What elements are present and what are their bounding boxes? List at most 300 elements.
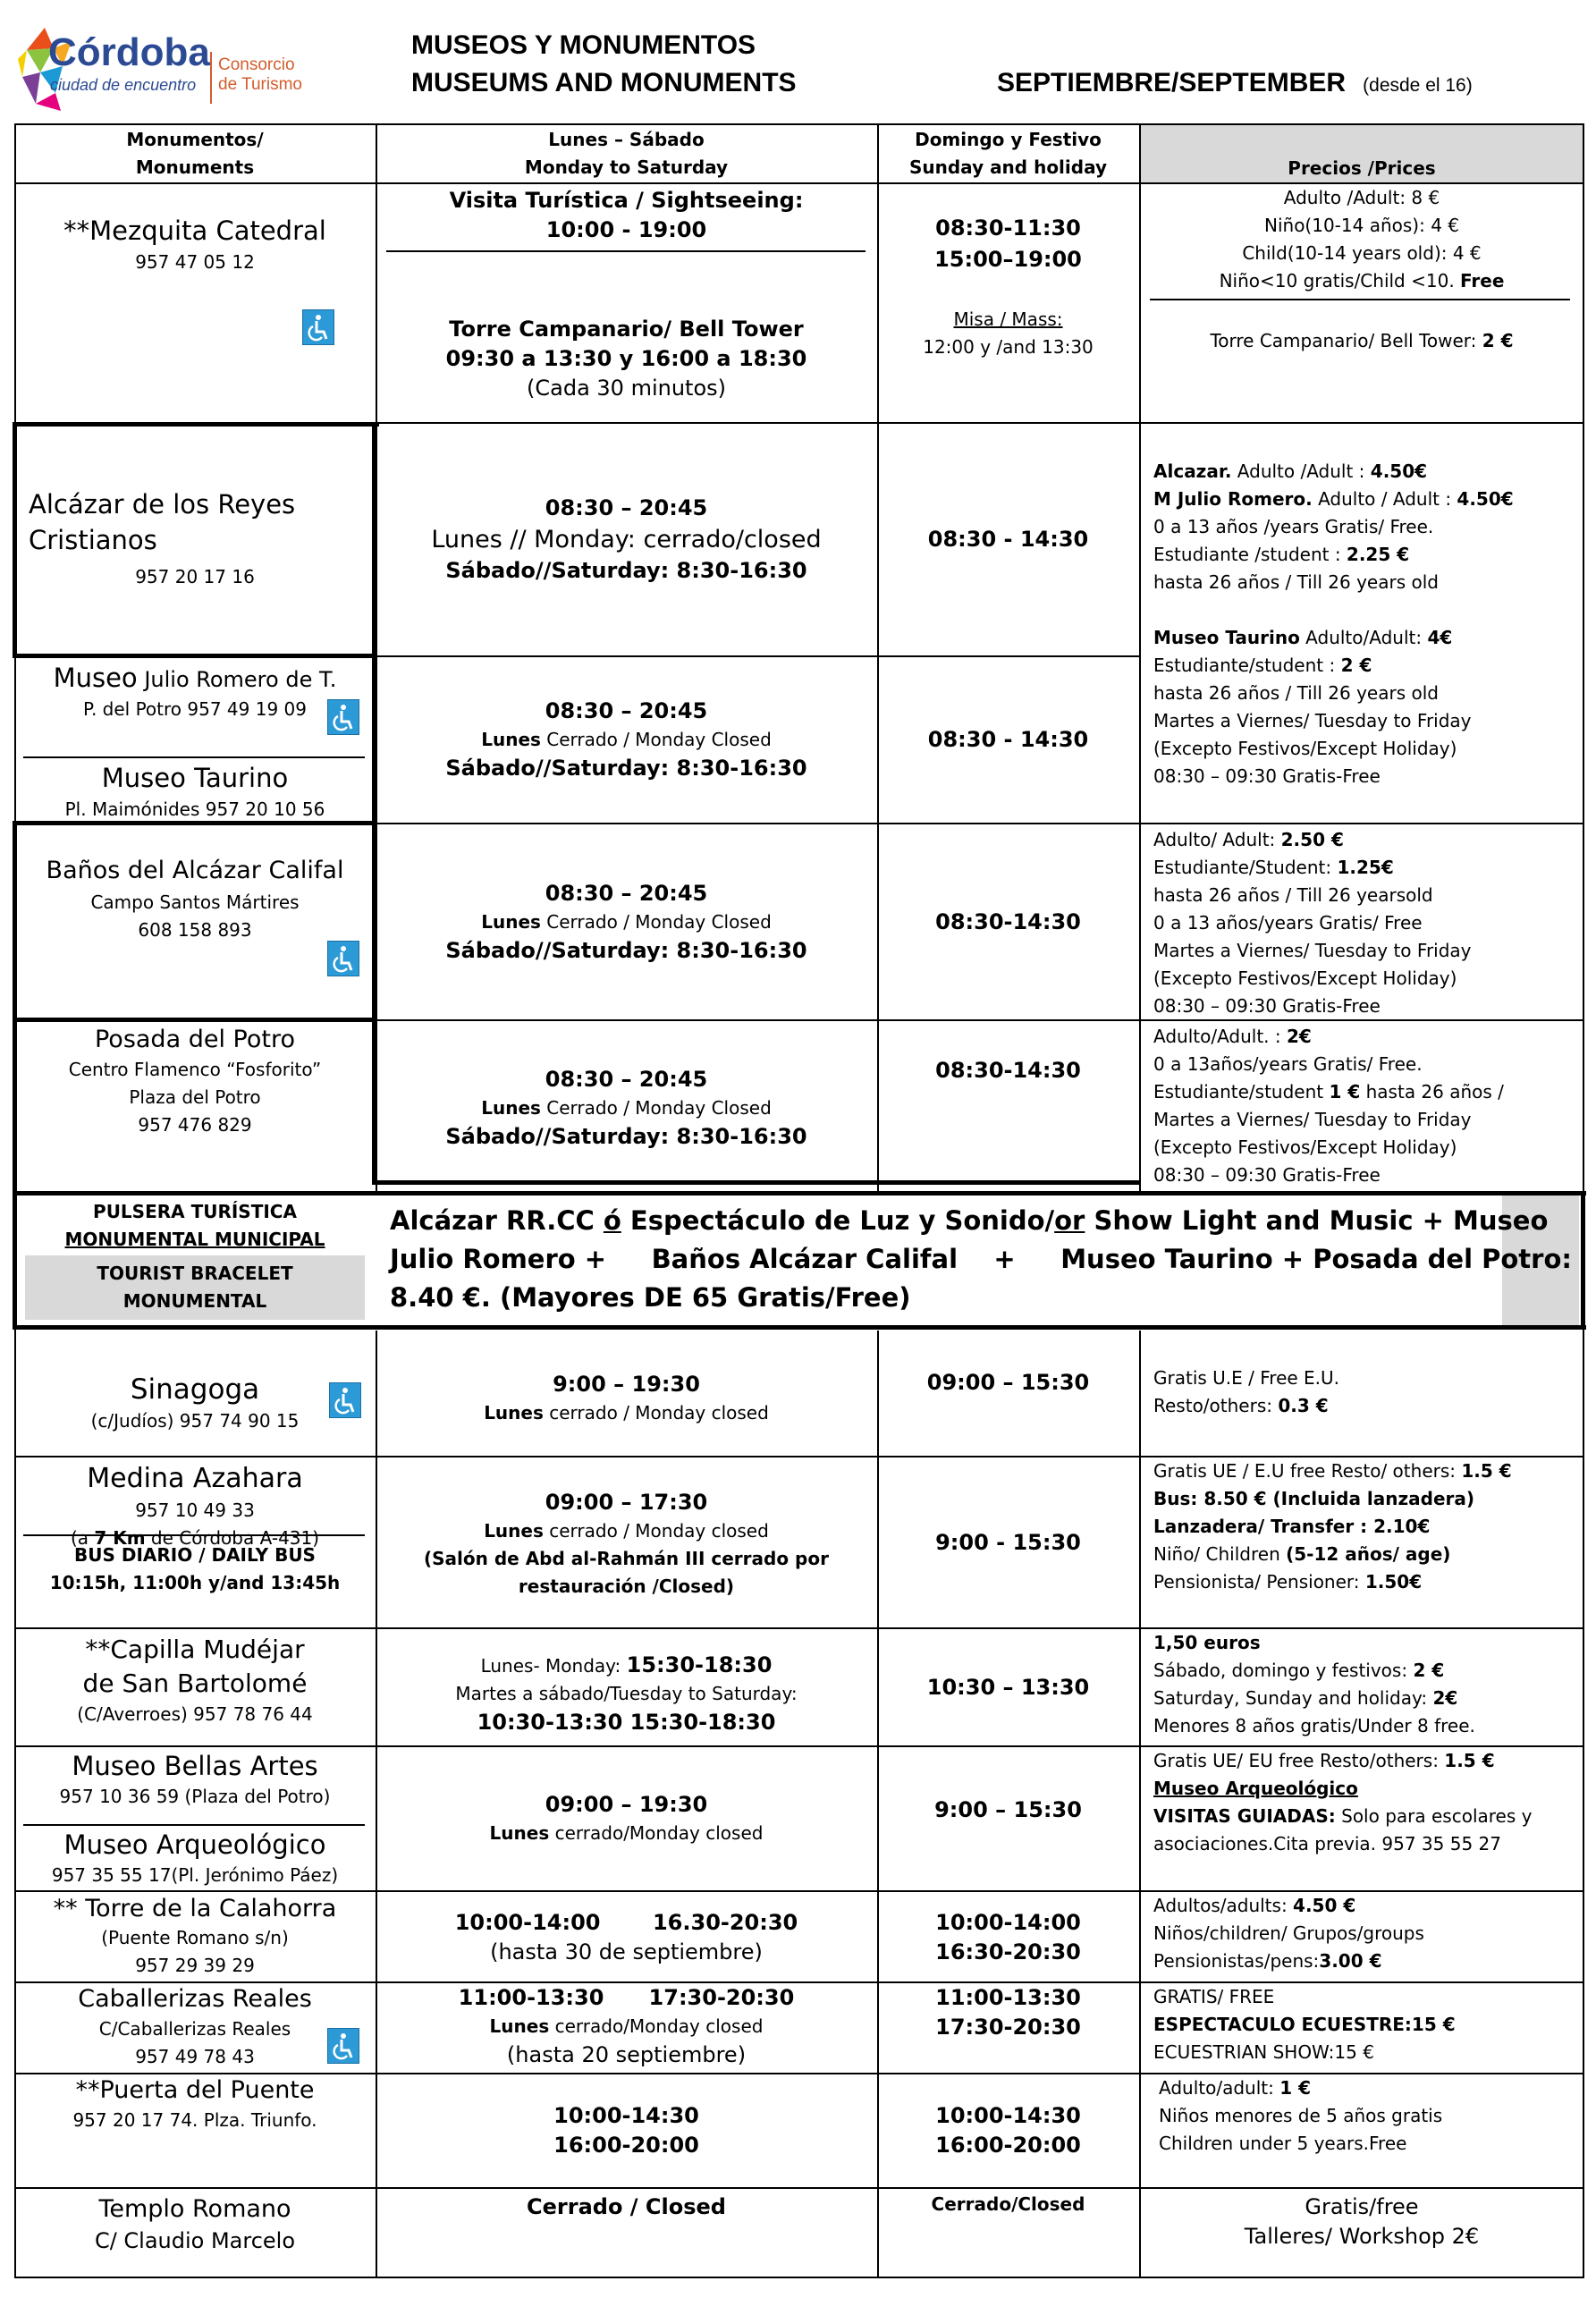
alcazar-price-6 <box>1153 624 1452 652</box>
julio-sun-text: 08:30 - 14:30 <box>927 727 1089 752</box>
sinagoga-price-2b: 0.3 € <box>1278 1395 1329 1416</box>
sinagoga-wk-1: 9:00 – 19:30 <box>553 1372 700 1397</box>
medina-weekdays <box>376 1488 877 1601</box>
banos-wk-1: 08:30 – 20:45 <box>545 880 708 906</box>
caballerizas-wk-2 <box>490 2013 764 2040</box>
bellas-price-1b: 1.5 € <box>1444 1750 1495 1771</box>
calahorra-cell <box>14 1894 376 1980</box>
alcazar-price-2a: M Julio Romero. <box>1153 488 1313 510</box>
bracelet-l3: TOURIST BRACELET <box>97 1263 293 1284</box>
mezquita-tower-note: (Cada 30 minutos) <box>527 376 726 401</box>
mezquita-tower-price-line <box>1210 327 1513 355</box>
wheelchair-accessible-icon <box>327 941 359 976</box>
col-weekdays-1: Lunes – Sábado <box>548 129 705 150</box>
caballerizas-price-2: ESPECTACULO ECUESTRE:15 € <box>1153 2014 1456 2035</box>
bellas-price-3b: Solo para escolares y <box>1335 1805 1533 1827</box>
puerta-cell <box>14 2074 376 2134</box>
posada-price-3b: 1 € <box>1329 1081 1361 1103</box>
banos-price-5: Martes a Viernes/ Tuesday to Friday <box>1153 940 1472 961</box>
sinagoga-cell <box>14 1372 376 1435</box>
sinagoga-price-2a: Resto/others: <box>1153 1395 1279 1416</box>
posada-price-4: Martes a Viernes/ Tuesday to Friday <box>1153 1109 1472 1130</box>
templo-price-2: Talleres/ Workshop 2€ <box>1244 2224 1480 2249</box>
medina-price-5a: Pensionista/ Pensioner: <box>1153 1571 1365 1593</box>
julio-name-a: Museo <box>53 663 138 693</box>
medina-price-5 <box>1153 1568 1422 1596</box>
posada-sun-text: 08:30-14:30 <box>935 1057 1081 1083</box>
bracelet-l2: MONUMENTAL MUNICIPAL <box>64 1229 325 1250</box>
puerta-sun <box>877 2074 1139 2187</box>
medina-addr-c: de Córdoba A-431) <box>145 1527 320 1549</box>
taurino-name: Museo Taurino <box>101 763 289 793</box>
capilla-wk-1 <box>481 1651 773 1680</box>
wheelchair-accessible-icon <box>327 2028 359 2064</box>
alcazar-price-4a: Estudiante /student : <box>1153 544 1347 565</box>
posada-wk-3: Sábado//Saturday: 8:30-16:30 <box>445 1123 807 1149</box>
bracelet-t1c: Espectáculo de Luz y Sonido/ <box>621 1205 1055 1236</box>
col-weekdays-2: Monday to Saturday <box>524 156 729 178</box>
col-monuments-2: Monuments <box>135 156 255 178</box>
caballerizas-phone: 957 49 78 43 <box>135 2046 255 2067</box>
calahorra-price-1a: Adultos/adults: <box>1153 1895 1294 1916</box>
mezquita-mass-label: Misa / Mass: <box>953 308 1063 330</box>
banos-sun-text: 08:30-14:30 <box>935 908 1081 934</box>
mezquita-visit <box>376 186 877 245</box>
capilla-weekdays <box>376 1642 877 1745</box>
calahorra-price-3b: 3.00 € <box>1319 1950 1382 1972</box>
mezquita-price-5b: 2 € <box>1482 330 1514 351</box>
bracelet-l4: MONUMENTAL <box>122 1290 267 1312</box>
posada-wk-2a: Lunes <box>481 1096 541 1119</box>
logo <box>18 20 313 118</box>
caballerizas-name: Caballerizas Reales <box>78 1985 312 2013</box>
col-sunday-1: Domingo y Festivo <box>915 129 1102 150</box>
bellas-price-2: Museo Arqueológico <box>1153 1778 1358 1799</box>
col-sunday-2: Sunday and holiday <box>908 156 1107 178</box>
puerta-sun-1: 10:00-14:30 <box>935 2103 1081 2128</box>
bellas-wk-2a: Lunes <box>489 1822 550 1844</box>
banos-cell <box>14 853 376 944</box>
capilla-wk-3: 10:30-13:30 15:30-18:30 <box>477 1709 776 1735</box>
banos-price-1a: Adulto/ Adult: <box>1153 829 1281 850</box>
alcazar-weekdays <box>376 424 877 655</box>
bracelet-t1b: ó <box>603 1205 621 1236</box>
bellas-sun <box>877 1747 1139 1872</box>
alcazar-cell <box>29 486 368 558</box>
bracelet-t3: 8.40 €. (Mayores DE 65 Gratis/Free) <box>390 1282 911 1313</box>
alcazar-price-7b: 2 € <box>1340 655 1372 676</box>
banos-price-2a: Estudiante/Student: <box>1153 857 1338 878</box>
capilla-name-1: **Capilla Mudéjar <box>85 1635 305 1664</box>
col-prices-label: Precios /Prices <box>1288 157 1436 179</box>
caballerizas-sun-1: 11:00-13:30 <box>935 1985 1081 2010</box>
bellas-price-3 <box>1153 1803 1532 1830</box>
logo-org-2: de Turismo <box>218 75 302 94</box>
puerta-wk-1: 10:00-14:30 <box>553 2103 699 2128</box>
banos-price-4: 0 a 13 años/years Gratis/ Free <box>1153 912 1423 934</box>
mezquita-sun-2: 15:00–19:00 <box>934 247 1082 272</box>
medina-wk-2a: Lunes <box>484 1520 544 1542</box>
sinagoga-price-1: Gratis U.E / Free E.U. <box>1153 1367 1340 1389</box>
capilla-sun-text: 10:30 – 13:30 <box>926 1674 1090 1700</box>
alcazar-wk-1: 08:30 – 20:45 <box>545 494 708 520</box>
logo-word: Córdoba <box>48 30 210 74</box>
posada-addr-1: Centro Flamenco “Fosforito” <box>68 1059 322 1080</box>
alcazar-price-11: 08:30 – 09:30 Gratis-Free <box>1153 765 1381 787</box>
capilla-name-2: de San Bartolomé <box>82 1669 308 1698</box>
alcazar-sun <box>877 424 1139 655</box>
banos-addr: Campo Santos Mártires <box>90 891 300 913</box>
calahorra-wk-2: (hasta 30 de septiembre) <box>490 1939 763 1964</box>
capilla-price-4: Menores 8 años gratis/Under 8 free. <box>1153 1715 1475 1736</box>
medina-wk-2b: cerrado / Monday closed <box>543 1520 769 1542</box>
medina-price-1b: 1.5 € <box>1461 1460 1512 1482</box>
alcazar-price-1a: Alcazar. <box>1153 460 1232 482</box>
col-sunday <box>877 125 1139 182</box>
medina-sun-text: 9:00 - 15:30 <box>935 1529 1081 1555</box>
alcazar-price-1c: 4.50€ <box>1370 460 1428 482</box>
julio-cell <box>14 660 376 723</box>
mezquita-price-4 <box>1220 267 1505 295</box>
bellas-sun-text: 9:00 – 15:30 <box>934 1796 1082 1822</box>
mezquita-tower-price <box>1139 327 1584 355</box>
caballerizas-price-1: GRATIS/ FREE <box>1153 1986 1275 2007</box>
banos-sun <box>877 824 1139 1019</box>
medina-wk-1: 09:00 – 17:30 <box>545 1490 708 1515</box>
bracelet-t1d: or <box>1054 1205 1085 1236</box>
mezquita-price-4b: Free <box>1460 270 1505 291</box>
sinagoga-prices <box>1153 1364 1581 1420</box>
posada-price-1a: Adulto/Adult. : <box>1153 1026 1287 1047</box>
caballerizas-sun-2: 17:30-20:30 <box>935 2015 1081 2040</box>
capilla-price-3b: 2€ <box>1432 1687 1458 1709</box>
mezquita-price-4a: Niño<10 gratis/Child <10. <box>1219 270 1461 291</box>
julio-wk-2a: Lunes <box>481 729 541 750</box>
banos-price-1b: 2.50 € <box>1280 829 1344 850</box>
month-heading <box>997 68 1473 98</box>
posada-wk-2 <box>481 1094 772 1122</box>
mezquita-phone: 957 47 05 12 <box>135 251 255 273</box>
banos-prices <box>1153 826 1581 1020</box>
mezquita-sun <box>877 213 1139 275</box>
medina-bus-2: 10:15h, 11:00h y/and 13:45h <box>49 1572 341 1593</box>
banos-weekdays <box>376 824 877 1019</box>
puerta-price-1a: Adulto/adult: <box>1159 2077 1280 2099</box>
bracelet-t1a: Alcázar RR.CC <box>390 1205 604 1236</box>
calahorra-sun-2: 16:30-20:30 <box>935 1939 1081 1964</box>
calahorra-sun-1: 10:00-14:00 <box>935 1910 1081 1935</box>
sinagoga-addr: (c/Judíos) 957 74 90 15 <box>90 1410 300 1432</box>
alcazar-price-5: hasta 26 años / Till 26 years old <box>1153 571 1439 593</box>
bellas-price-1a: Gratis UE/ EU free Resto/others: <box>1153 1750 1445 1771</box>
bellas-weekdays <box>376 1747 877 1890</box>
templo-weekdays <box>376 2192 877 2222</box>
banos-name: Baños del Alcázar Califal <box>46 857 344 884</box>
alcazar-price-6c: 4€ <box>1427 627 1453 648</box>
alcazar-price-1 <box>1153 458 1427 486</box>
posada-price-1b: 2€ <box>1286 1026 1312 1047</box>
arqueologico-cell <box>14 1828 376 1889</box>
medina-price-1 <box>1153 1457 1512 1485</box>
alcazar-wk-3: Sábado//Saturday: 8:30-16:30 <box>445 557 807 583</box>
posada-weekdays <box>376 1021 877 1182</box>
banos-wk-2a: Lunes <box>481 910 541 933</box>
calahorra-price-1 <box>1153 1892 1355 1920</box>
banos-wk-3: Sábado//Saturday: 8:30-16:30 <box>445 937 807 963</box>
medina-bus <box>14 1542 376 1597</box>
puerta-wk-2: 16:00-20:00 <box>553 2133 699 2158</box>
sinagoga-wk-2a: Lunes <box>484 1402 544 1424</box>
taurino-phone: Pl. Maimónides 957 20 10 56 <box>64 798 325 820</box>
bellas-wk-2 <box>490 1820 764 1847</box>
alcazar-phone-text: 957 20 17 16 <box>135 565 255 587</box>
capilla-price-3 <box>1153 1685 1457 1712</box>
templo-addr: C/ Claudio Marcelo <box>94 2228 296 2253</box>
alcazar-price-2 <box>1153 486 1514 513</box>
medina-phone: 957 10 49 33 <box>135 1500 255 1521</box>
capilla-wk-2: Martes a sábado/Tuesday to Saturday: <box>455 1682 798 1704</box>
bellas-wk-1: 09:00 – 19:30 <box>545 1792 708 1817</box>
medina-bus-1: BUS DIARIO / DAILY BUS <box>74 1544 316 1566</box>
title-en: MUSEUMS AND MONUMENTS <box>411 68 797 97</box>
alcazar-price-10: (Excepto Festivos/Except Holiday) <box>1153 738 1457 759</box>
puerta-sun-2: 16:00-20:00 <box>935 2133 1081 2158</box>
banos-price-1 <box>1153 826 1344 854</box>
posada-wk-1: 08:30 – 20:45 <box>545 1066 708 1092</box>
title-es: MUSEOS Y MONUMENTOS <box>411 30 756 60</box>
sinagoga-wk-2b: cerrado / Monday closed <box>543 1402 769 1424</box>
logo-tagline: ciudad de encuentro <box>50 76 197 94</box>
alcazar-price-2c: 4.50€ <box>1457 488 1514 510</box>
capilla-wk-1b: 15:30-18:30 <box>626 1652 773 1677</box>
col-weekdays <box>376 125 877 182</box>
posada-price-3a: Estudiante/student <box>1153 1081 1330 1103</box>
mezquita-price-2: Niño(10-14 años): 4 € <box>1264 215 1459 236</box>
banos-price-7: 08:30 – 09:30 Gratis-Free <box>1153 995 1381 1017</box>
bellas-cell <box>14 1749 376 1811</box>
mezquita-mass <box>877 306 1139 361</box>
posada-price-3 <box>1153 1078 1504 1106</box>
puerta-addr: 957 20 17 74. Plza. Triunfo. <box>72 2109 317 2131</box>
medina-name: Medina Azahara <box>87 1463 303 1494</box>
bracelet-label <box>25 1198 365 1254</box>
bracelet-t2: Julio Romero + Baños Alcázar Califal + Museo Taurino + Posada del Potro: <box>390 1244 1572 1274</box>
medina-wk-2 <box>484 1517 769 1545</box>
mezquita-cell <box>14 213 376 276</box>
templo-price-1: Gratis/free <box>1305 2194 1419 2219</box>
wheelchair-accessible-icon <box>302 309 334 345</box>
medina-sun <box>877 1457 1139 1627</box>
sinagoga-wk-2 <box>484 1399 769 1427</box>
medina-price-5b: 1.50€ <box>1364 1571 1423 1593</box>
posada-prices <box>1153 1023 1581 1189</box>
col-monuments <box>14 125 376 182</box>
sinagoga-price-2 <box>1153 1392 1329 1420</box>
julio-wk-2 <box>481 726 772 754</box>
alcazar-price-7a: Estudiante/student : <box>1153 655 1341 676</box>
alcazar-sun-text: 08:30 - 14:30 <box>927 526 1089 552</box>
bellas-prices <box>1153 1747 1581 1858</box>
medina-addr-b: 7 Km <box>94 1527 146 1549</box>
alcazar-wk-2: Lunes // Monday: cerrado/closed <box>431 525 822 553</box>
sinagoga-sun <box>877 1368 1139 1398</box>
medina-price-4b: (5-12 años/ age) <box>1286 1543 1451 1565</box>
bracelet-t1 <box>390 1202 1548 1240</box>
wheelchair-accessible-icon <box>329 1382 361 1418</box>
calahorra-addr: (Puente Romano s/n) <box>101 1927 289 1948</box>
alcazar-name-2: Cristianos <box>29 525 157 555</box>
alcazar-price-7 <box>1153 652 1372 680</box>
mezquita-prices <box>1139 184 1584 295</box>
capilla-cell <box>14 1633 376 1728</box>
caballerizas-wk-1: 11:00-13:30 17:30-20:30 <box>458 1985 795 2010</box>
medina-wk-4: restauración /Closed) <box>518 1576 735 1597</box>
mezquita-price-3: Child(10-14 years old): 4 € <box>1242 242 1482 264</box>
julio-name-b: Julio Romero de T. <box>137 667 337 692</box>
caballerizas-weekdays <box>376 1983 877 2070</box>
posada-name: Posada del Potro <box>94 1026 295 1053</box>
julio-wk-2b: Cerrado / Monday Closed <box>540 729 772 750</box>
capilla-price-1: 1,50 euros <box>1153 1632 1261 1653</box>
mezquita-price-1: Adulto /Adult: 8 € <box>1283 187 1440 208</box>
capilla-price-3a: Saturday, Sunday and holiday: <box>1153 1687 1433 1709</box>
puerta-price-3: Children under 5 years.Free <box>1159 2133 1407 2154</box>
julio-phone: P. del Potro 957 49 19 09 <box>83 698 307 720</box>
mezquita-price-5a: Torre Campanario/ Bell Tower: <box>1210 330 1482 351</box>
calahorra-price-3a: Pensionistas/pens: <box>1153 1950 1320 1972</box>
caballerizas-wk-3: (hasta 20 septiembre) <box>506 2042 747 2067</box>
capilla-addr: (C/Averroes) 957 78 76 44 <box>77 1703 313 1725</box>
bellas-price-4: asociaciones.Cita previa. 957 35 55 27 <box>1153 1833 1501 1854</box>
puerta-weekdays <box>376 2074 877 2187</box>
capilla-prices <box>1153 1629 1581 1740</box>
alcazar-price-9: Martes a Viernes/ Tuesday to Friday <box>1153 710 1472 731</box>
julio-wk-1: 08:30 – 20:45 <box>545 698 708 723</box>
sinagoga-sun-text: 09:00 – 15:30 <box>926 1370 1090 1395</box>
posada-phone: 957 476 829 <box>138 1114 252 1136</box>
medina-cell <box>14 1461 376 1552</box>
banos-phone: 608 158 893 <box>138 919 252 941</box>
caballerizas-sun <box>877 1983 1139 2042</box>
medina-price-2: Bus: 8.50 € (Incluida lanzadera) <box>1153 1488 1475 1509</box>
banos-price-6: (Excepto Festivos/Except Holiday) <box>1153 967 1457 989</box>
julio-wk-3: Sábado//Saturday: 8:30-16:30 <box>445 756 807 781</box>
calahorra-phone: 957 29 39 29 <box>135 1955 255 1976</box>
medina-price-4 <box>1153 1541 1450 1568</box>
posada-price-6: 08:30 – 09:30 Gratis-Free <box>1153 1164 1381 1186</box>
medina-wk-3: (Salón de Abd al-Rahmán III cerrado por <box>424 1548 829 1569</box>
alcazar-price-4 <box>1153 541 1409 569</box>
mezquita-tower-label: Torre Campanario/ Bell Tower <box>449 317 804 342</box>
arqueologico-phone: 957 35 55 17(Pl. Jerónimo Páez) <box>51 1864 339 1886</box>
mezquita-tower <box>376 315 877 403</box>
since-date: (desde el 16) <box>1363 75 1473 96</box>
bellas-name: Museo Bellas Artes <box>72 1751 318 1781</box>
templo-sun-text: Cerrado/Closed <box>931 2193 1085 2215</box>
posada-cell <box>14 1024 376 1139</box>
col-monuments-1: Monumentos/ <box>126 129 264 150</box>
sinagoga-weekdays <box>376 1370 877 1427</box>
caballerizas-price-3: ECUESTRIAN SHOW:15 € <box>1153 2041 1374 2063</box>
calahorra-name: ** Torre de la Calahorra <box>53 1895 337 1922</box>
mezquita-visit-hours: 10:00 - 19:00 <box>545 217 707 242</box>
posada-addr-2: Plaza del Potro <box>129 1086 261 1108</box>
julio-weekdays <box>376 657 877 823</box>
templo-prices <box>1139 2192 1584 2252</box>
puerta-price-1 <box>1159 2074 1311 2102</box>
banos-price-3: hasta 26 años / Till 26 yearsold <box>1153 884 1433 906</box>
banos-price-2b: 1.25€ <box>1337 857 1394 878</box>
banos-price-2 <box>1153 854 1394 882</box>
col-prices <box>1141 125 1583 182</box>
mezquita-mass-hours: 12:00 y /and 13:30 <box>923 336 1094 358</box>
bellas-wk-2b: cerrado/Monday closed <box>549 1822 764 1844</box>
taurino-cell <box>14 760 376 824</box>
alcazar-price-1b: Adulto /Adult : <box>1231 460 1371 482</box>
posada-price-3c: hasta 26 años / <box>1360 1081 1504 1103</box>
templo-wk: Cerrado / Closed <box>527 2194 726 2219</box>
alcazar-prices <box>1153 458 1581 790</box>
mezquita-tower-hours: 09:30 a 13:30 y 16:00 a 18:30 <box>445 346 807 371</box>
caballerizas-cell <box>14 1983 376 2071</box>
bracelet-label-en <box>25 1255 365 1320</box>
caballerizas-prices <box>1153 1983 1581 2066</box>
banos-wk-2 <box>481 908 772 936</box>
mezquita-sun-1: 08:30-11:30 <box>935 215 1081 241</box>
templo-name: Templo Romano <box>98 2195 291 2223</box>
calahorra-price-3 <box>1153 1947 1382 1975</box>
templo-cell <box>14 2192 376 2256</box>
posada-price-5: (Excepto Festivos/Except Holiday) <box>1153 1136 1457 1158</box>
mezquita-name: **Mezquita Catedral <box>63 215 326 246</box>
bellas-price-3a: VISITAS GUIADAS: <box>1153 1805 1336 1827</box>
calahorra-prices <box>1153 1892 1581 1975</box>
capilla-price-2b: 2 € <box>1413 1660 1445 1681</box>
alcazar-price-6b: Adulto/Adult: <box>1299 627 1428 648</box>
bellas-phone: 957 10 36 59 (Plaza del Potro) <box>59 1786 331 1807</box>
bellas-price-1 <box>1153 1747 1495 1775</box>
medina-price-3: Lanzadera/ Transfer : 2.10€ <box>1153 1516 1431 1537</box>
month: SEPTIEMBRE/SEPTEMBER <box>997 68 1347 97</box>
wheelchair-accessible-icon <box>327 699 359 735</box>
calahorra-wk-1: 10:00-14:00 16.30-20:30 <box>454 1910 798 1935</box>
medina-prices <box>1153 1457 1581 1596</box>
logo-org-1: Consorcio <box>218 55 295 74</box>
bracelet-l1: PULSERA TURÍSTICA <box>93 1201 297 1222</box>
posada-wk-2b: Cerrado / Monday Closed <box>540 1096 772 1119</box>
puerta-price-2: Niños menores de 5 años gratis <box>1159 2105 1443 2126</box>
julio-sun <box>877 657 1139 823</box>
calahorra-sun <box>877 1894 1139 1981</box>
alcazar-phone <box>14 562 376 592</box>
alcazar-price-3: 0 a 13 años /years Gratis/ Free. <box>1153 516 1434 537</box>
arqueologico-name: Museo Arqueológico <box>63 1829 326 1860</box>
calahorra-price-2: Niños/children/ Grupos/groups <box>1153 1922 1424 1944</box>
puerta-price-1b: 1 € <box>1279 2077 1311 2099</box>
capilla-sun <box>877 1629 1139 1745</box>
calahorra-weekdays <box>376 1894 877 1981</box>
templo-sun <box>877 2191 1139 2218</box>
posada-sun <box>877 1021 1139 1119</box>
capilla-wk-1a: Lunes- Monday: <box>480 1654 627 1677</box>
banos-wk-2b: Cerrado / Monday Closed <box>540 910 772 933</box>
calahorra-price-1b: 4.50 € <box>1293 1895 1356 1916</box>
bracelet-t1e: Show Light and Music + Museo <box>1085 1205 1549 1236</box>
sinagoga-name: Sinagoga <box>130 1373 260 1406</box>
alcazar-price-6a: Museo Taurino <box>1153 627 1300 648</box>
medina-price-4a: Niño/ Children <box>1153 1543 1287 1565</box>
capilla-price-2 <box>1153 1657 1444 1685</box>
